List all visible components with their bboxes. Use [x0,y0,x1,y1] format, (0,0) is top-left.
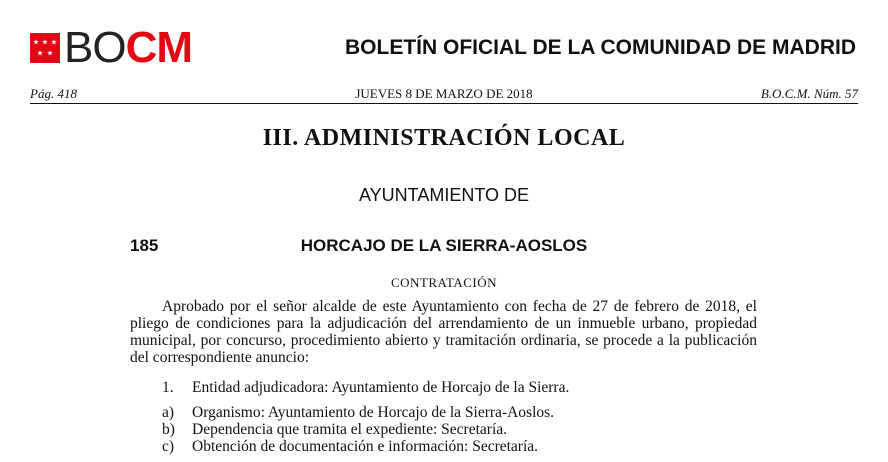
announcement-subject: CONTRATACIÓN [390,275,498,290]
section-title: III. ADMINISTRACIÓN LOCAL [262,125,626,151]
page-header-line [30,85,858,104]
logo-text: BOCM [64,23,193,72]
municipality-title: HORCAJO DE LA SIERRA-AOSLOS [300,236,588,255]
issue-number: B.O.C.M. Núm. 57 [760,86,858,101]
entity-heading: AYUNTAMIENTO DE [358,185,529,205]
announcement-paragraph: Aprobado por el señor alcalde de este Ayuntamiento con fecha de 27 de febrero de 2018, el pliego de condiciones para la adjudicación del arrendamiento de un inmueble urbano, propiedad municipal, por concurso, procedimiento abierto y tramitación ordinaria, se procede a la publicación del correspondiente anuncio: [130,298,757,366]
page-number: Pág. 418 [30,86,77,101]
bulletin-title: BOLETÍN OFICIAL DE LA COMUNIDAD DE MADRID [345,36,856,59]
list-item: 1. Entidad adjudicadora: Ayuntamiento de Horcajo de la Sierra. [162,379,570,396]
publication-date: JUEVES 8 DE MARZO DE 2018 [355,86,533,101]
announcement-number: 185 [130,236,159,255]
bocm-logo [30,23,193,72]
list-item: b) Dependencia que tramita el expediente: Secretaría. [162,421,508,438]
list-item: a) Organismo: Ayuntamiento de Horcajo de la Sierra-Aoslos. [162,404,555,421]
list-item: c) Obtención de documentación e información: Secretaría. [162,438,539,455]
madrid-flag-icon [30,33,60,63]
